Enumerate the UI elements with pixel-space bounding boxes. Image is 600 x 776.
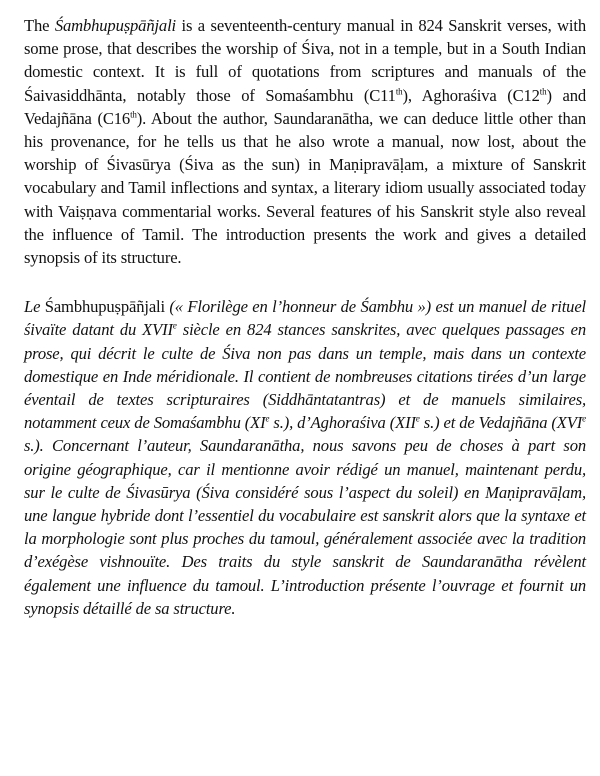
- century-suffix: e: [265, 413, 270, 424]
- french-text-segment: siècle en 824 stances sanskrites, avec quelques passages en prose, qui décrit le culte de Śiva non pas dans un temple, mais dans un contexte domestique en Inde méridionale. Il contient de nombreuses citations tirées d’un large éventail de textes scripturaires (Siddhāntatantras) et de manuels similaires, notamment ceux de Somaśambhu (XI: [24, 320, 586, 433]
- english-text-segment: ), Aghoraśiva (C12: [402, 85, 540, 105]
- ordinal-suffix: th: [539, 86, 547, 97]
- ordinal-suffix: th: [130, 109, 137, 120]
- french-text-segment: (« Florilège en l’honneur de Śambhu ») est un manuel de rituel śivaïte datant du XVII: [24, 297, 586, 340]
- english-text-segment: The: [24, 16, 55, 35]
- french-text-segment: Le: [24, 297, 45, 317]
- century-suffix: e: [172, 320, 177, 331]
- english-text-segment: ). About the author, Saundaranātha, we can deduce little other than his provenance, for he tells us that he also wrote a manual, now lost, about the worship of Śivasūrya (Śiva as the sun) in Maṇipravāḷam, a mixture of Sanskrit vocabulary and Tamil inflections and syntax, a literary idiom usually associated today with Vaiṣṇava commentarial works. Several features of his Sanskrit style also reveal the influence of Tamil. The introduction presents the work and gives a detailed synopsis of its structure.: [24, 108, 587, 268]
- english-summary-paragraph: [24, 14, 586, 269]
- document-page: [24, 14, 586, 620]
- century-suffix: e: [415, 413, 420, 424]
- ordinal-suffix: th: [395, 86, 403, 97]
- french-book-title: Śambhupuṣpāñjali: [44, 297, 165, 317]
- english-book-title: Śambhupuṣpāñjali: [54, 16, 176, 35]
- english-text-segment: is a seventeenth-century manual in 824 Sanskrit verses, with some prose, that describes the worship of Śiva, not in a temple, but in a South Indian domestic context. It is full of quotations from scriptures and manuals of the Śaivasiddhānta, notably those of Somaśambhu (C11: [24, 16, 586, 105]
- french-summary-paragraph: [24, 295, 586, 620]
- century-suffix: e: [582, 413, 587, 424]
- english-text-segment: ) and Vedajñāna (C16: [24, 85, 586, 128]
- french-text-segment: s.). Concernant l’auteur, Saundaranātha, nous savons peu de choses à part son origine géographique, car il mentionne avoir rédigé un manuel, maintenant perdu, sur le culte de Śivasūrya (Śiva considéré sous l’aspect du soleil) en Maṇipravāḷam, une langue hybride dont l’essentiel du vocabulaire est sanskrit alors que la syntaxe et la morphologie sont plus proches du tamoul, généralement associée avec la tradition d’exégèse vishnouïte. Des traits du style sanskrit de Saundaranātha révèlent également une influence du tamoul. L’introduction présente l’ouvrage et fournit un synopsis détaillé de sa structure.: [24, 436, 586, 618]
- french-text-segment: s.), d’Aghoraśiva (XII: [269, 413, 416, 433]
- french-text-segment: s.) et de Vedajñāna (XVI: [419, 413, 583, 433]
